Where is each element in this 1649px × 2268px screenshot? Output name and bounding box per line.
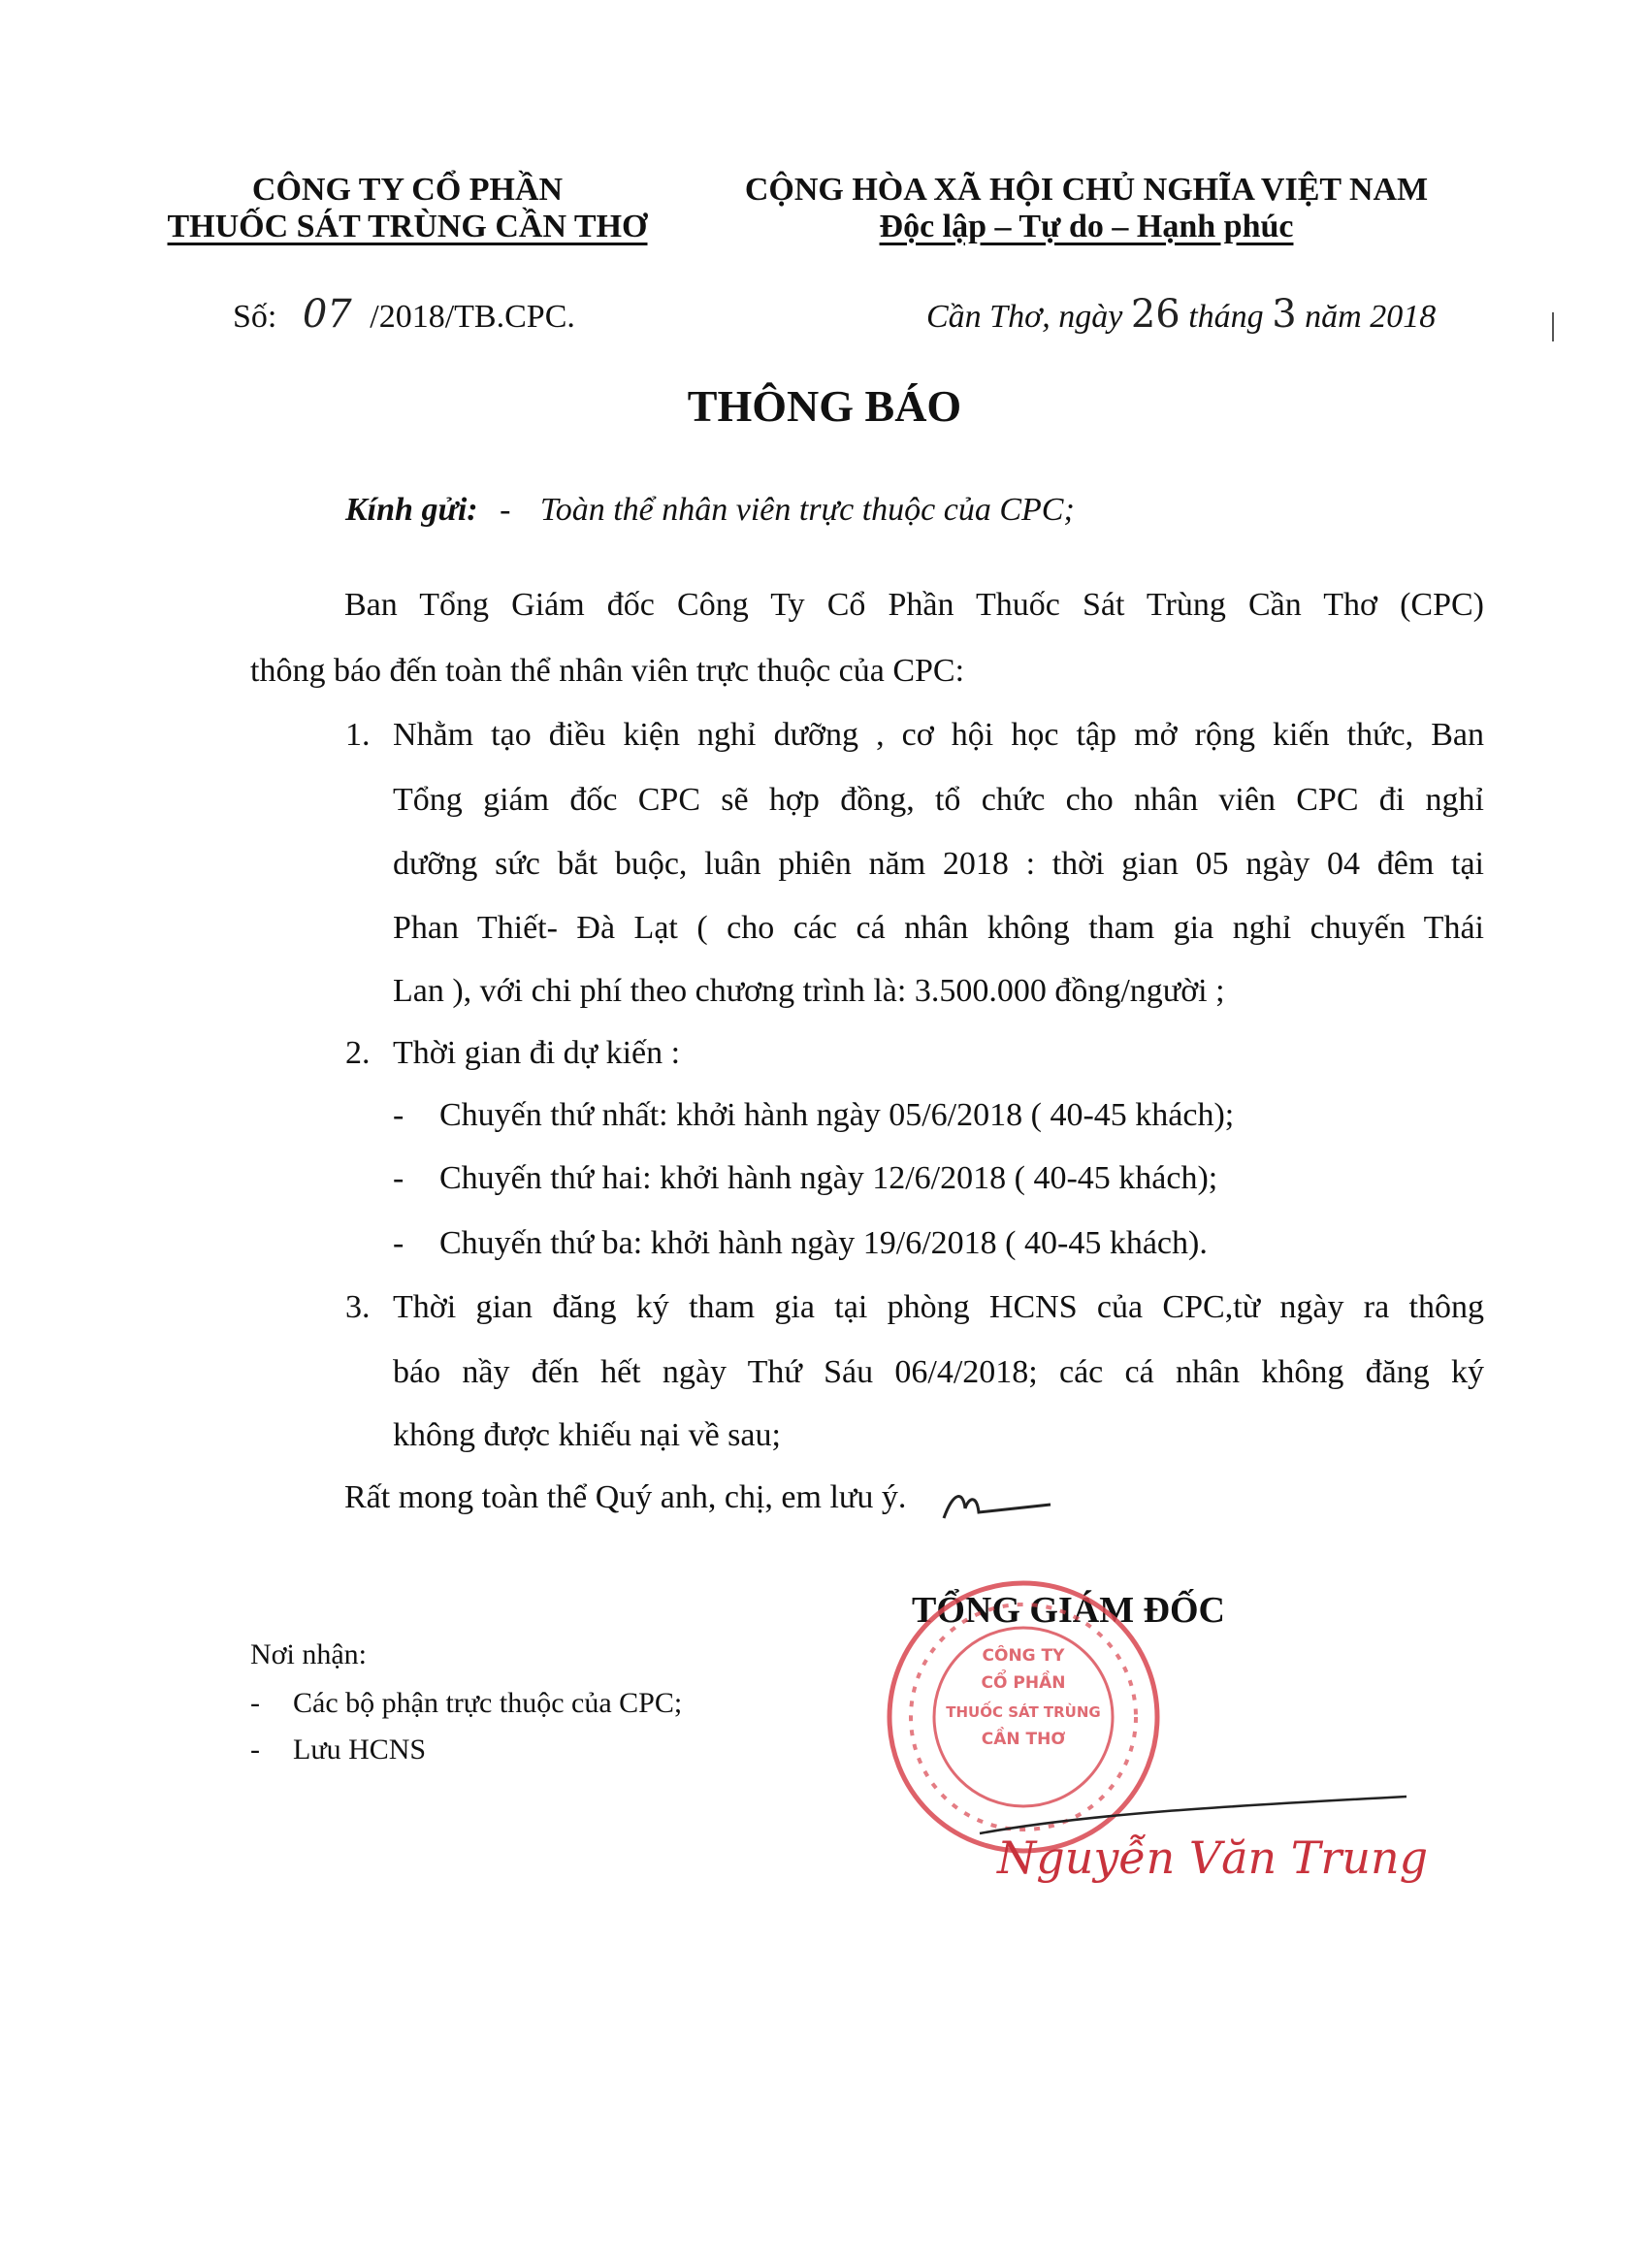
company-name-line2: THUỐC SÁT TRÙNG CẦN THƠ xyxy=(167,209,648,244)
item3-line2: báo nầy đến hết ngày Thứ Sáu 06/4/2018; các cá nhân không đăng ký xyxy=(393,1354,1484,1390)
date-month-handwritten: 3 xyxy=(1272,292,1297,337)
document-title: THÔNG BÁO xyxy=(687,381,962,431)
signer-name: Nguyễn Văn Trung xyxy=(997,1831,1429,1884)
date-month-label: tháng xyxy=(1188,299,1264,335)
item1-number: 1. xyxy=(345,717,371,753)
recipient1-dash: - xyxy=(250,1687,260,1719)
recipient-text: Toàn thể nhân viên trực thuộc của CPC; xyxy=(539,492,1075,528)
doc-number-label: Số: xyxy=(233,299,277,335)
trip1: Chuyến thứ nhất: khởi hành ngày 05/6/2018 ( 40-45 khách); xyxy=(439,1097,1235,1133)
svg-text:CỔ PHẦN: CỔ PHẦN xyxy=(981,1673,1066,1693)
doc-date xyxy=(926,291,1436,338)
item3-number: 3. xyxy=(345,1289,371,1325)
date-suffix: năm 2018 xyxy=(1305,299,1437,335)
recipients-label: Nơi nhận: xyxy=(250,1638,368,1670)
item1-line4: Phan Thiết- Đà Lạt ( cho các cá nhân không tham gia nghỉ chuyến Thái xyxy=(393,910,1484,946)
date-prefix: Cần Thơ, ngày xyxy=(926,299,1123,335)
recipient-label: Kính gửi: xyxy=(345,492,478,528)
trip1-dash: - xyxy=(393,1097,404,1133)
item1-line1: Nhằm tạo điều kiện nghỉ dưỡng , cơ hội học tập mở rộng kiến thức, Ban xyxy=(393,717,1484,753)
svg-text:CÔNG TY: CÔNG TY xyxy=(982,1646,1065,1666)
item3-line3: không được khiếu nại về sau; xyxy=(393,1417,781,1453)
item1-line5: Lan ), với chi phí theo chương trình là: 3.500.000 đồng/người ; xyxy=(393,973,1225,1009)
svg-text:THUỐC SÁT TRÙNG: THUỐC SÁT TRÙNG xyxy=(946,1703,1101,1721)
doc-number xyxy=(233,291,575,338)
date-day-handwritten: 26 xyxy=(1130,292,1180,337)
doc-number-suffix: /2018/TB.CPC. xyxy=(370,299,575,335)
company-name-line1: CÔNG TY CỔ PHẦN xyxy=(251,172,564,208)
recipient1: Các bộ phận trực thuộc của CPC; xyxy=(293,1687,683,1719)
intro-line2: thông báo đến toàn thể nhân viên trực thuộc của CPC: xyxy=(250,653,965,689)
trip2-dash: - xyxy=(393,1160,404,1196)
nation-motto-line2: Độc lập – Tự do – Hạnh phúc xyxy=(879,209,1294,244)
initials-mark xyxy=(936,1479,1072,1528)
closing-line: Rất mong toàn thể Quý anh, chị, em lưu ý. xyxy=(344,1479,907,1515)
scan-mark xyxy=(1552,312,1554,341)
item3-line1: Thời gian đăng ký tham gia tại phòng HCNS của CPC,từ ngày ra thông xyxy=(393,1289,1484,1325)
recipient2: Lưu HCNS xyxy=(293,1733,427,1766)
item2-number: 2. xyxy=(345,1035,371,1071)
doc-number-handwritten: 07 xyxy=(302,292,352,337)
trip2: Chuyến thứ hai: khởi hành ngày 12/6/2018 ( 40-45 khách); xyxy=(439,1160,1218,1196)
item2-line1: Thời gian đi dự kiến : xyxy=(393,1035,681,1071)
svg-text:CẦN THƠ: CẦN THƠ xyxy=(981,1730,1066,1749)
recipient2-dash: - xyxy=(250,1733,260,1766)
trip3-dash: - xyxy=(393,1225,404,1261)
recipient-line xyxy=(345,491,1075,531)
intro-line1: Ban Tổng Giám đốc Công Ty Cổ Phần Thuốc Sát Trùng Cần Thơ (CPC) xyxy=(344,587,1484,623)
trip3: Chuyến thứ ba: khởi hành ngày 19/6/2018 ( 40-45 khách). xyxy=(439,1225,1208,1261)
signature-title: TỔNG GIÁM ĐỐC xyxy=(912,1590,1225,1631)
nation-motto-line1: CỘNG HÒA XÃ HỘI CHỦ NGHĨA VIỆT NAM xyxy=(744,172,1429,208)
recipient-dash: - xyxy=(500,492,511,528)
item1-line2: Tổng giám đốc CPC sẽ hợp đồng, tổ chức cho nhân viên CPC đi nghỉ xyxy=(393,782,1484,818)
item1-line3: dưỡng sức bắt buộc, luân phiên năm 2018 : thời gian 05 ngày 04 đêm tại xyxy=(393,846,1484,882)
